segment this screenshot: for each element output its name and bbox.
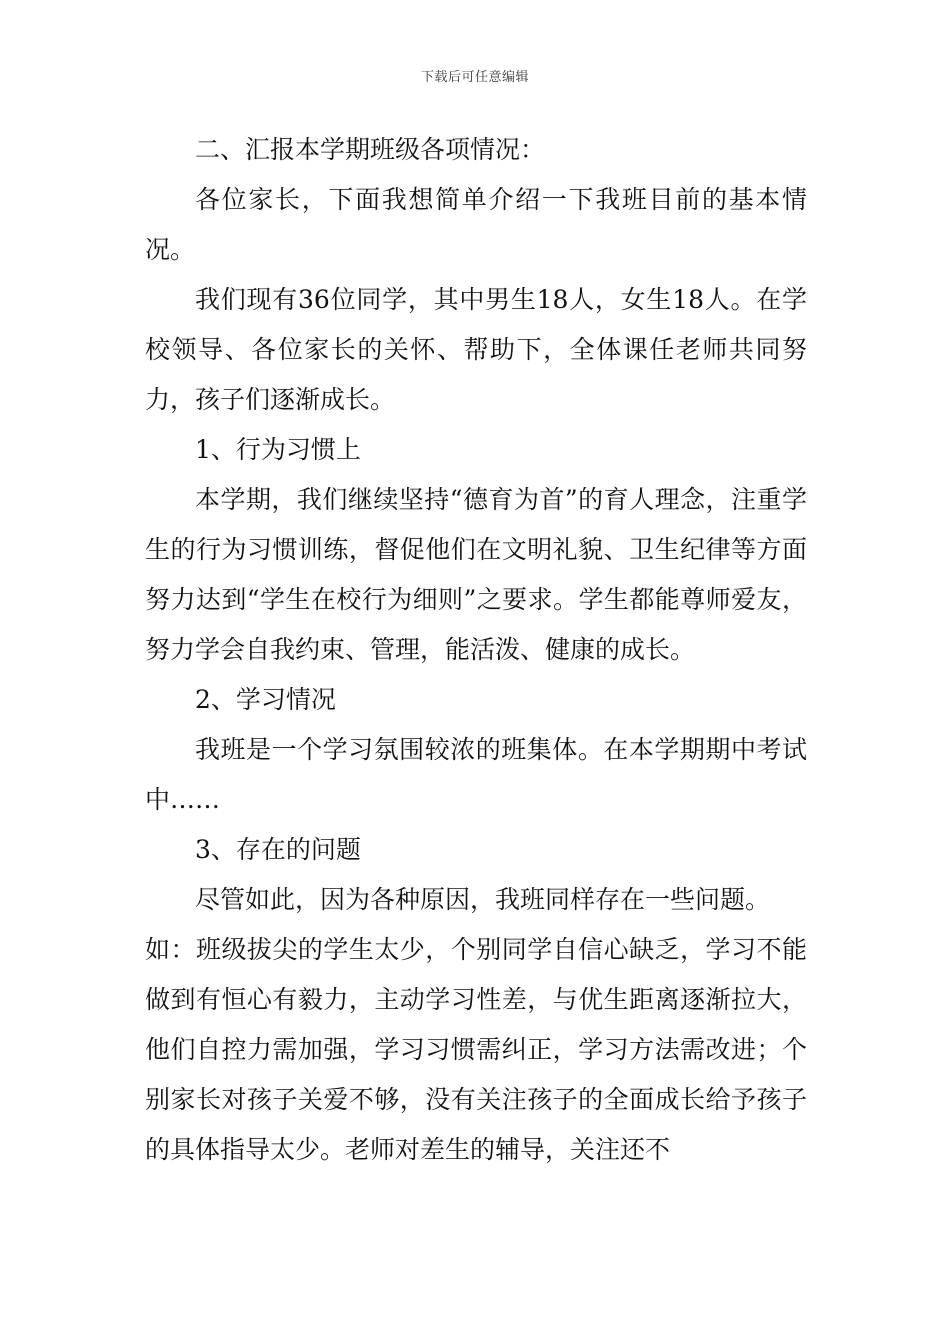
section-heading-report: 二、汇报本学期班级各项情况： [195, 135, 546, 164]
page-header: 下载后可任意编辑 [420, 70, 529, 85]
paragraph-study: 我班是一个学习氛围较浓的班集体。在本学期期中考试中…… [145, 735, 807, 814]
subheading-study: 2、学习情况 [195, 685, 336, 714]
document-body [145, 125, 807, 1175]
subheading-behavior: 1、行为习惯上 [195, 435, 361, 464]
paragraph-intro: 各位家长，下面我想简单介绍一下我班目前的基本情况。 [145, 185, 807, 264]
paragraph-class-size: 我们现有36位同学，其中男生18人，女生18人。在学校领导、各位家长的关怀、帮助下，全体课任老师共同努力，孩子们逐渐成长。 [145, 285, 807, 414]
paragraph-behavior: 本学期，我们继续坚持“德育为首”的育人理念，注重学生的行为习惯训练，督促他们在文明礼貌、卫生纪律等方面努力达到“学生在校行为细则”之要求。学生都能尊师爱友，努力学会自我约束、管理，能活泼、健康的成长。 [145, 485, 807, 664]
paragraph-problems-detail: 如：班级拔尖的学生太少，个别同学自信心缺乏，学习不能做到有恒心有毅力，主动学习性差，与优生距离逐渐拉大，他们自控力需加强，学习习惯需纠正，学习方法需改进；个别家长对孩子关爱不够，没有关注孩子的全面成长给予孩子的具体指导太少。老师对差生的辅导，关注还不 [145, 935, 807, 1164]
paragraph-problems-intro: 尽管如此，因为各种原因，我班同样存在一些问题。 [195, 885, 771, 914]
subheading-problems: 3、存在的问题 [195, 835, 361, 864]
